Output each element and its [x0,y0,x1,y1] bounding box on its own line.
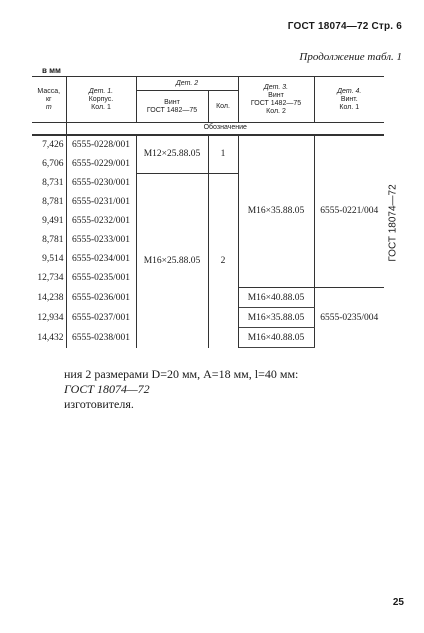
specification-table [32,76,384,348]
table-row [32,135,384,155]
det1-cell: 6555-0231/001 [66,193,136,212]
det3-cell: M16×35.88.05 [238,308,314,328]
mass-cell: 14,432 [32,328,66,348]
det4-cell: 6555-0235/004 [314,288,384,348]
mass-cell: 12,934 [32,308,66,328]
mass-cell: 6,706 [32,155,66,174]
det1-cell: 6555-0229/001 [66,155,136,174]
note-line-1: ния 2 размерами D=20 мм, A=18 мм, l=40 мм: [64,367,299,381]
det1-cell: 6555-0234/001 [66,250,136,269]
det1-cell: 6555-0233/001 [66,231,136,250]
det1-cell: 6555-0238/001 [66,328,136,348]
header-det1: Дет. 1. Корпус. Кол. 1 [66,77,136,123]
mass-cell: 12,734 [32,269,66,288]
det3-cell: M16×40.88.05 [238,288,314,308]
header-mass: Масса, кг m [32,77,66,123]
page-header: ГОСТ 18074—72 Стр. 6 [287,21,402,32]
det3-cell: M16×40.88.05 [238,328,314,348]
header-det4: Дет. 4. Винт. Кол. 1 [314,77,384,123]
det1-cell: 6555-0228/001 [66,135,136,155]
det2-qty-cell: 2 [208,174,238,348]
det1-cell: 6555-0235/001 [66,269,136,288]
mass-cell: 8,781 [32,231,66,250]
det1-cell: 6555-0236/001 [66,288,136,308]
det4-cell: 6555-0221/004 [320,206,379,217]
det1-cell: 6555-0230/001 [66,174,136,193]
mass-cell: 14,238 [32,288,66,308]
det2-qty-cell: 1 [208,135,238,174]
det1-cell: 6555-0237/001 [66,308,136,328]
note-line-3: изготовителя. [64,397,134,411]
det1-cell: 6555-0232/001 [66,212,136,231]
page-number: 25 [392,597,404,608]
header-det3: Дет. 3. Винт ГОСТ 1482—75 Кол. 2 [238,77,314,123]
note-line-2: ГОСТ 18074—72 [64,382,150,396]
det2-screw-cell: M12×25.88.05 [136,135,208,174]
side-gost-code: ГОСТ 18074—72 [387,184,399,262]
mass-cell: 7,426 [32,135,66,155]
units-label: в мм [42,66,61,75]
det3-cell: M16×35.88.05 [238,135,314,288]
header-det2-qty: Кол. [208,91,238,123]
det2-screw-cell: M16×25.88.05 [136,174,208,348]
mass-cell: 8,781 [32,193,66,212]
mass-cell: 9,491 [32,212,66,231]
mass-cell: 9,514 [32,250,66,269]
mass-cell: 8,731 [32,174,66,193]
header-det2-group: Дет. 2 [136,77,238,91]
table-continuation-label: Продолжение табл. 1 [299,51,402,63]
header-designation: Обозначение [66,123,384,135]
header-det2-screw: Винт ГОСТ 1482—75 [136,91,208,123]
